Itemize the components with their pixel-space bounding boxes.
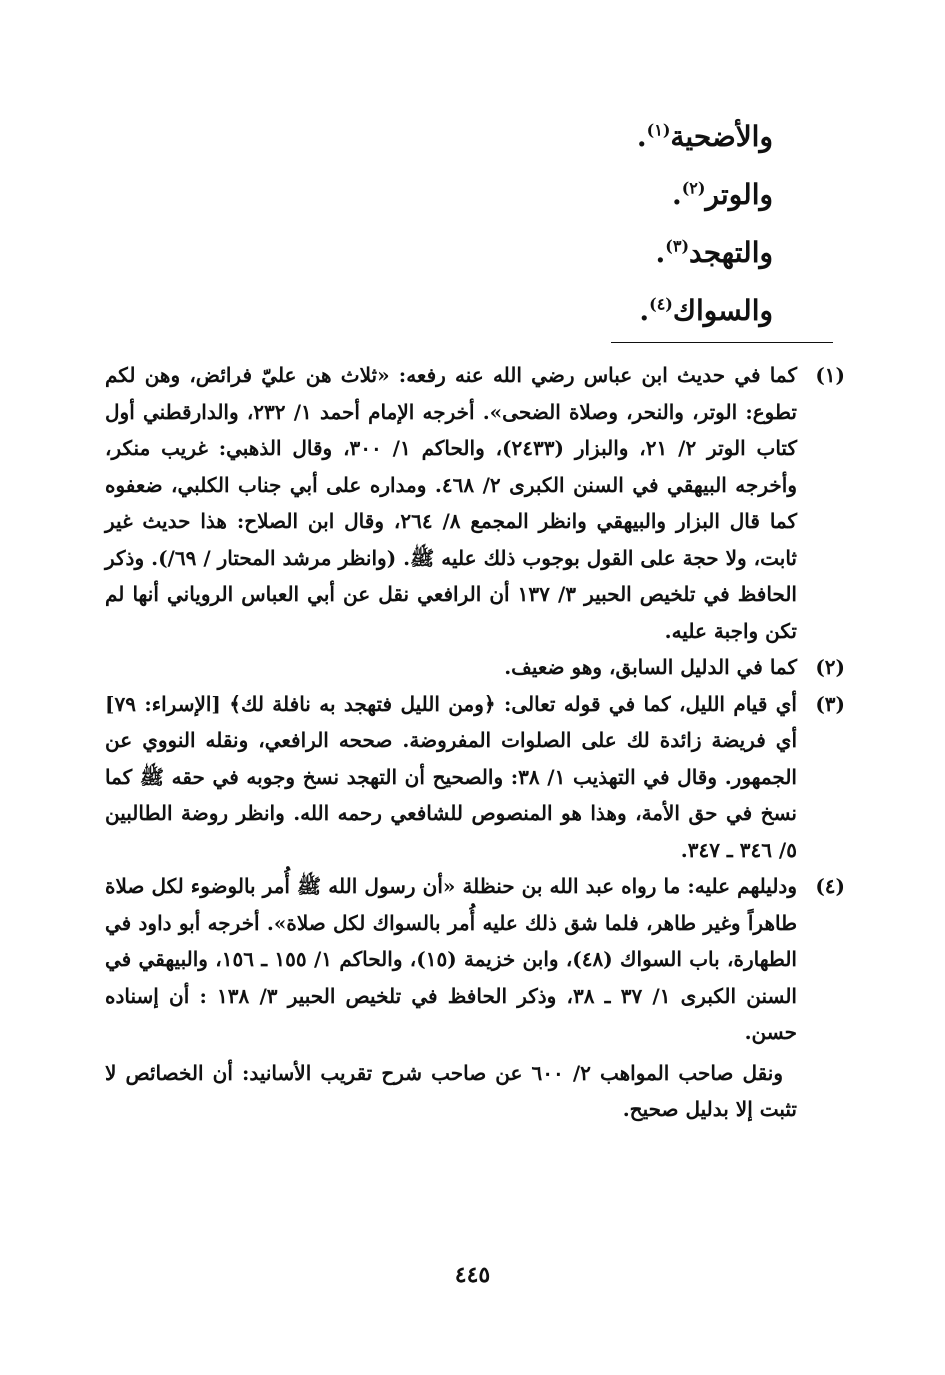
main-text-item xyxy=(353,166,773,224)
page-number: ٤٤٥ xyxy=(454,1262,491,1288)
main-text-list xyxy=(353,108,773,340)
footnote-number: (٤) xyxy=(815,874,845,898)
main-item-end: . xyxy=(671,178,682,211)
footnote-text: ودليلهم عليه: ما رواه عبد الله بن حنظلة «أن رسول الله ﷺ أُمر بالوضوء لكل صلاة طاهراً وغير طاهر، فلما شق ذلك عليه أُمر بالسواك لكل صلاة». أخرجه أبو داود في الطهارة، باب السواك (٤٨)، وابن خزيمة (١٥)، والحاكم ١/ ١٥٥ ـ ١٥٦، والبيهقي في السنن الكبرى ١/ ٣٧ ـ ٣٨، وذكر الحافظ في تلخيص الحبير ٣/ ١٣٨ : أن إسناده حسن. xyxy=(105,874,797,1044)
footnote-number: (١) xyxy=(815,363,845,387)
footnote-number: (٣) xyxy=(815,691,845,716)
footnote-text: كما في حديث ابن عباس رضي الله عنه رفعه: «ثلاث هن عليّ فرائض، وهن لكم تطوع: الوتر، والنحر، وصلاة الضحى». أخرجه الإمام أحمد ١/ ٢٣٢، والدارقطني أول كتاب الوتر ٢/ ٢١، والبزار (٢٤٣٣)، والحاكم ١/ ٣٠٠، وقال الذهبي: غريب منكر، وأخرجه البيهقي في السنن الكبرى ٢/ ٤٦٨. ومداره على أبي جناب الكلبي، ضعفوه كما قال البزار والبيهقي وانظر المجمع ٨/ ٢٦٤، وقال ابن الصلاح: هذا حديث غير ثابت، ولا حجة على القول بوجوب ذلك عليه ﷺ. (وانظر مرشد المحتار / ٦٩/). وذكر الحافظ في تلخيص الحبير ٣/ ١٣٧ أن الرافعي نقل عن أبي العباس الروياني أنها لم تكن واجبة عليه. xyxy=(105,363,797,643)
footnotes xyxy=(105,357,845,1128)
main-item-text: والتهجد xyxy=(689,236,773,269)
footnote-text: أي قيام الليل، كما في قوله تعالى: ﴿ومن الليل فتهجد به نافلة لك﴾ [الإسراء: ٧٩] أي فريضة زائدة لك على الصلوات المفروضة. صححه الرافعي، ونقله النووي عن الجمهور. وقال في التهذيب ١/ ٣٨: والصحيح أن التهجد نسخ وجوبه في حقه ﷺ كما نسخ في حق الأمة، وهذا هو المنصوص للشافعي رحمه الله. وانظر روضة الطالبين ٥/ ٣٤٦ ـ ٣٤٧. xyxy=(105,691,797,862)
main-item-end: . xyxy=(636,120,647,153)
footnote-text: كما في الدليل السابق، وهو ضعيف. xyxy=(504,655,797,679)
footnote-3 xyxy=(105,686,845,869)
footnote-number: (٢) xyxy=(815,655,845,679)
footnote-continuation: ونقل صاحب المواهب ٢/ ٦٠٠ عن صاحب شرح تقريب الأسانيد: أن الخصائص لا تثبت إلا بدليل صحيح. xyxy=(105,1060,797,1121)
main-item-text: والوتر xyxy=(705,178,773,211)
main-text-item xyxy=(353,224,773,282)
footnote-1 xyxy=(105,357,845,649)
footnote-marker: (٤) xyxy=(649,294,673,314)
footnote-2 xyxy=(105,649,845,686)
main-text-item xyxy=(353,282,773,340)
footnote-marker: (٣) xyxy=(665,236,690,256)
footnote-4 xyxy=(105,868,845,1128)
footnote-marker: (٢) xyxy=(681,178,706,198)
main-item-end: . xyxy=(639,294,650,327)
main-item-end: . xyxy=(655,236,666,269)
main-text-item xyxy=(353,108,773,166)
main-item-text: والسواك xyxy=(672,294,773,327)
footnote-separator xyxy=(611,342,833,343)
footnote-marker: (١) xyxy=(646,120,671,140)
main-item-text: والأضحية xyxy=(670,120,773,153)
